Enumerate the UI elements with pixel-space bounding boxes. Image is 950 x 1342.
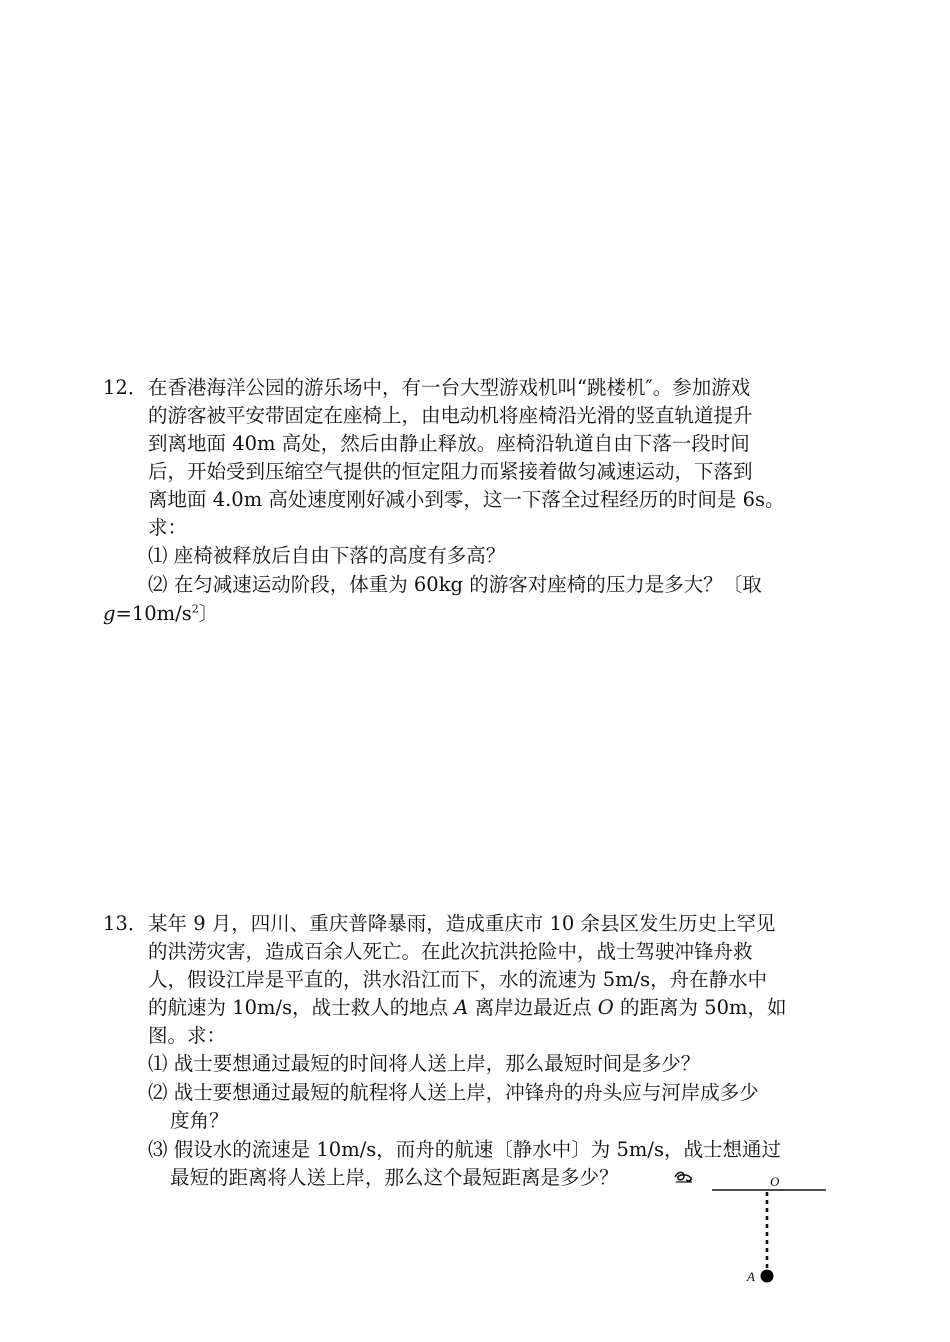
question-13-sub-1: ⑴ 战士要想通过最短的时间将人送上岸，那么最短时间是多少？	[148, 1052, 701, 1075]
question-13-sub-3-line-2: 最短的距离将人送上岸，那么这个最短距离是多少？	[170, 1166, 619, 1189]
question-13-sub-2-line-2: 度角？	[170, 1109, 229, 1132]
point-o-label: O	[597, 996, 614, 1019]
question-13-line-4	[148, 994, 786, 1022]
question-12-sub-2: ⑵ 在匀减速运动阶段，体重为 60kg 的游客对座椅的压力是多大？〔取	[148, 573, 762, 596]
question-12-line-3: 到离地面 40m 高处，然后由静止释放。座椅沿轨道自由下落一段时间	[148, 432, 750, 455]
question-13-line-4-b: 离岸边最近点	[468, 996, 598, 1019]
question-12-number: 12．	[103, 376, 148, 399]
gravity-symbol: g	[103, 602, 116, 625]
question-12-gravity	[103, 600, 218, 628]
question-13-line-5: 图。求：	[148, 1024, 227, 1047]
question-13-line-1: 某年 9 月，四川、重庆普降暴雨，造成重庆市 10 余县区发生历史上罕见	[148, 912, 776, 935]
question-12-line-1: 在香港海洋公园的游乐场中，有一台大型游戏机叫“跳楼机″。参加游戏	[148, 376, 751, 399]
question-12-line-6: 求：	[148, 516, 188, 539]
point-o-text: O	[770, 1174, 780, 1189]
question-12-line-5: 离地面 4.0m 高处速度刚好减小到零，这一下落全过程经历的时间是 6s。	[148, 488, 785, 511]
question-13-sub-2-line-1: ⑵ 战士要想通过最短的航程将人送上岸，冲锋舟的舟头应与河岸成多少	[148, 1081, 759, 1104]
question-12-line-2: 的游客被平安带固定在座椅上，由电动机将座椅沿光滑的竖直轨道提升	[148, 404, 753, 427]
point-a-dot	[761, 1270, 774, 1283]
point-a-label: A	[454, 996, 469, 1019]
gravity-close: 〕	[198, 602, 219, 625]
question-13-line-4-a: 的航速为 10m/s，战士救人的地点	[148, 996, 455, 1019]
point-a-text: A	[747, 1269, 755, 1284]
question-13-number: 13．	[103, 912, 148, 935]
question-13-line-2: 的洪涝灾害，造成百余人死亡。在此次抗洪抢险中，战士驾驶冲锋舟救	[148, 940, 753, 963]
question-13-line-3: 人，假设江岸是平直的，洪水沿江而下，水的流速为 5m/s，舟在静水中	[148, 968, 768, 991]
gravity-value: =10m/s	[115, 602, 192, 625]
question-13-line-4-c: 的距离为 50m，如	[613, 996, 787, 1019]
question-13-sub-3-line-1: ⑶ 假设水的流速是 10m/s，而舟的航速〔静水中〕为 5m/s，战士想通过	[148, 1138, 781, 1161]
river-diagram	[700, 1168, 840, 1288]
gravity-exponent: 2	[191, 602, 199, 616]
scribble-icon	[672, 1168, 696, 1186]
question-12-sub-1: ⑴ 座椅被释放后自由下落的高度有多高？	[148, 544, 506, 567]
question-12-line-4: 后，开始受到压缩空气提供的恒定阻力而紧接着做匀减速运动，下落到	[148, 460, 753, 483]
